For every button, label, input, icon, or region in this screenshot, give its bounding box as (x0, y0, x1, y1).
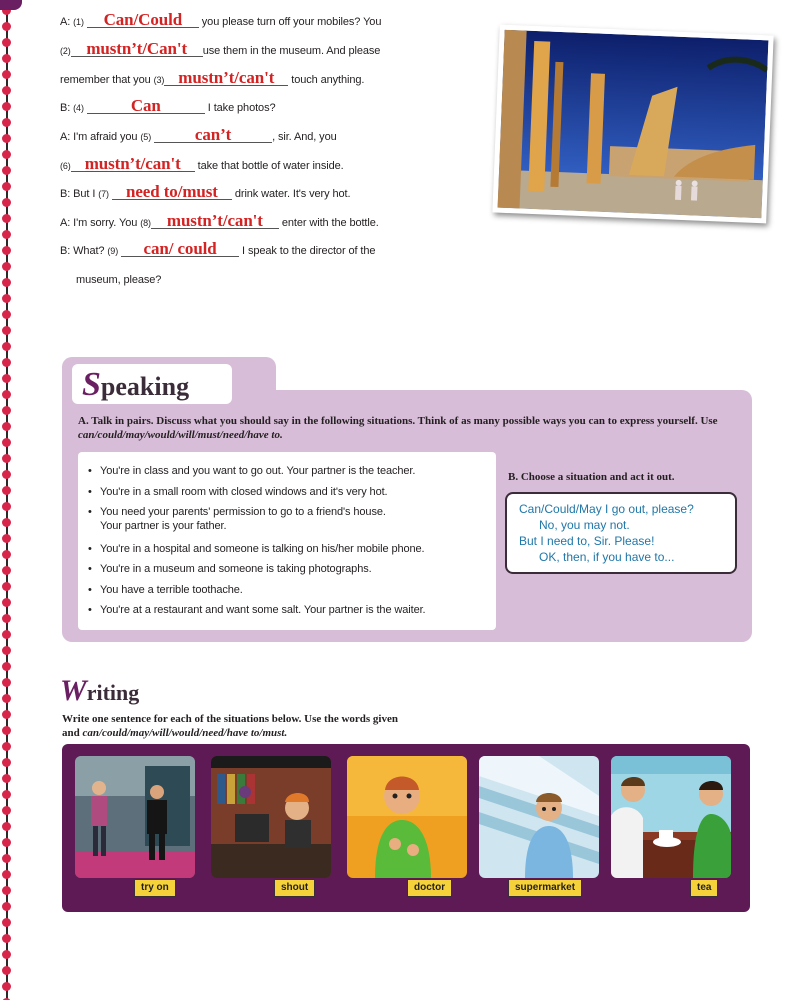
binding-ring (2, 870, 11, 879)
binding-ring (2, 918, 11, 927)
binding-ring (2, 886, 11, 895)
binding-ring (2, 966, 11, 975)
binding-ring (2, 70, 11, 79)
binding-ring (2, 806, 11, 815)
binding-ring (2, 54, 11, 63)
answer-blank-4[interactable]: Can (87, 98, 205, 114)
answer-blank-1[interactable]: Can/Could (87, 12, 199, 28)
binding-ring (2, 198, 11, 207)
picture-doctor (347, 756, 467, 878)
binding-ring (2, 214, 11, 223)
dialogue-line-10: museum, please? (76, 274, 162, 286)
example-line: Can/Could/May I go out, please? (519, 502, 694, 516)
binding-ring (2, 102, 11, 111)
page-corner-tab (0, 0, 22, 10)
picture-label: tea (690, 879, 718, 897)
writing-instruction: Write one sentence for each of the situations below. Use the words given and can/could/may/will/would/need/have to/must. (62, 713, 398, 739)
picture-label: supermarket (508, 879, 582, 897)
example-line: OK, then, if you have to... (539, 550, 675, 564)
speaking-instruction-b: B. Choose a situation and act it out. (508, 471, 675, 483)
picture-supermarket (479, 756, 599, 878)
picture-try-on (75, 756, 195, 878)
binding-ring (2, 342, 11, 351)
dialogue-line-8: A: I'm sorry. You (8) mustn’t/can't enter with the bottle. (60, 211, 379, 230)
binding-ring (2, 630, 11, 639)
situation-item: • You're in a museum and someone is taking photographs. (88, 563, 372, 575)
dialogue-line-1: A: (1) Can/Could you please turn off your mobiles? You (60, 10, 382, 29)
situation-item: • You need your parents' permission to go to a friend's house. (88, 506, 386, 518)
writing-pictures-panel (62, 744, 750, 912)
museum-photo (492, 25, 773, 224)
answer-blank-9[interactable]: can/ could (121, 241, 239, 257)
binding-ring (2, 22, 11, 31)
binding-ring (2, 262, 11, 271)
binding-ring (2, 150, 11, 159)
binding-ring (2, 566, 11, 575)
writing-title: Writing (60, 674, 140, 707)
binding-ring (2, 246, 11, 255)
answer-blank-7[interactable]: need to/must (112, 184, 232, 200)
binding-ring (2, 422, 11, 431)
answer-blank-2[interactable]: mustn’t/Can't (71, 41, 203, 57)
binding-ring (2, 838, 11, 847)
binding-ring (2, 374, 11, 383)
binding-ring (2, 534, 11, 543)
binding-ring (2, 774, 11, 783)
situation-item: • You're at a restaurant and want some salt. Your partner is the waiter. (88, 604, 426, 616)
binding-ring (2, 790, 11, 799)
dialogue-line-2: (2) mustn’t/Can't use them in the museum. And please (60, 39, 381, 58)
binding-ring (2, 550, 11, 559)
binding-ring (2, 390, 11, 399)
binding-ring (2, 646, 11, 655)
picture-shout (211, 756, 331, 878)
binding-ring (2, 822, 11, 831)
binding-ring (2, 230, 11, 239)
binding-ring (2, 502, 11, 511)
picture-tea (611, 756, 731, 878)
spiral-binding (0, 0, 14, 1000)
binding-ring (2, 134, 11, 143)
binding-ring (2, 710, 11, 719)
binding-ring (2, 694, 11, 703)
situation-list (78, 452, 496, 630)
binding-ring (2, 326, 11, 335)
dialogue-line-5: A: I'm afraid you (5) can’t , sir. And, you (60, 125, 337, 144)
answer-blank-6[interactable]: mustn’t/can't (71, 156, 195, 172)
situation-item: • You're in class and you want to go out. Your partner is the teacher. (88, 465, 416, 477)
binding-ring (2, 294, 11, 303)
binding-ring (2, 902, 11, 911)
binding-ring (2, 854, 11, 863)
binding-ring (2, 358, 11, 367)
dialogue-line-4: B: (4) Can I take photos? (60, 96, 276, 115)
binding-ring (2, 934, 11, 943)
binding-ring (2, 598, 11, 607)
speaking-instruction-a: A. Talk in pairs. Discuss what you should say in the following situations. Think of as many possible ways you can to express yourself. Use can/could/may/would/will/must/need/have to. (78, 415, 718, 441)
answer-blank-8[interactable]: mustn’t/can't (151, 213, 279, 229)
dialogue-line-9: B: What? (9) can/ could I speak to the director of the (60, 239, 376, 258)
binding-ring (2, 86, 11, 95)
binding-ring (2, 758, 11, 767)
situation-item: • You're in a hospital and someone is talking on his/her mobile phone. (88, 543, 425, 555)
binding-ring (2, 470, 11, 479)
binding-ring (2, 950, 11, 959)
binding-ring (2, 982, 11, 991)
binding-ring (2, 310, 11, 319)
binding-ring (2, 406, 11, 415)
binding-ring (2, 38, 11, 47)
binding-ring (2, 614, 11, 623)
example-line: No, you may not. (539, 518, 630, 532)
binding-ring (2, 118, 11, 127)
picture-label: try on (134, 879, 176, 897)
example-line: But I need to, Sir. Please! (519, 534, 655, 548)
binding-ring (2, 438, 11, 447)
binding-ring (2, 486, 11, 495)
binding-ring (2, 454, 11, 463)
binding-ring (2, 182, 11, 191)
dialogue-line-7: B: But I (7) need to/must drink water. It's very hot. (60, 182, 351, 201)
speaking-title: Speaking (82, 366, 190, 403)
binding-ring (2, 518, 11, 527)
binding-ring (2, 166, 11, 175)
picture-label: shout (274, 879, 315, 897)
picture-label: doctor (407, 879, 452, 897)
situation-item-continued: Your partner is your father. (100, 520, 227, 532)
answer-blank-3[interactable]: mustn’t/can't (164, 70, 288, 86)
example-dialogue-bubble (505, 492, 737, 574)
answer-blank-5[interactable]: can’t (154, 127, 272, 143)
binding-ring (2, 582, 11, 591)
dialogue-line-3: remember that you (3) mustn’t/can't touch anything. (60, 68, 365, 87)
binding-ring (2, 678, 11, 687)
binding-ring (2, 278, 11, 287)
dialogue-line-6: (6) mustn’t/can't take that bottle of water inside. (60, 154, 344, 173)
binding-ring (2, 662, 11, 671)
binding-ring (2, 742, 11, 751)
situation-item: • You're in a small room with closed windows and it's very hot. (88, 486, 388, 498)
situation-item: • You have a terrible toothache. (88, 584, 243, 596)
binding-ring (2, 726, 11, 735)
